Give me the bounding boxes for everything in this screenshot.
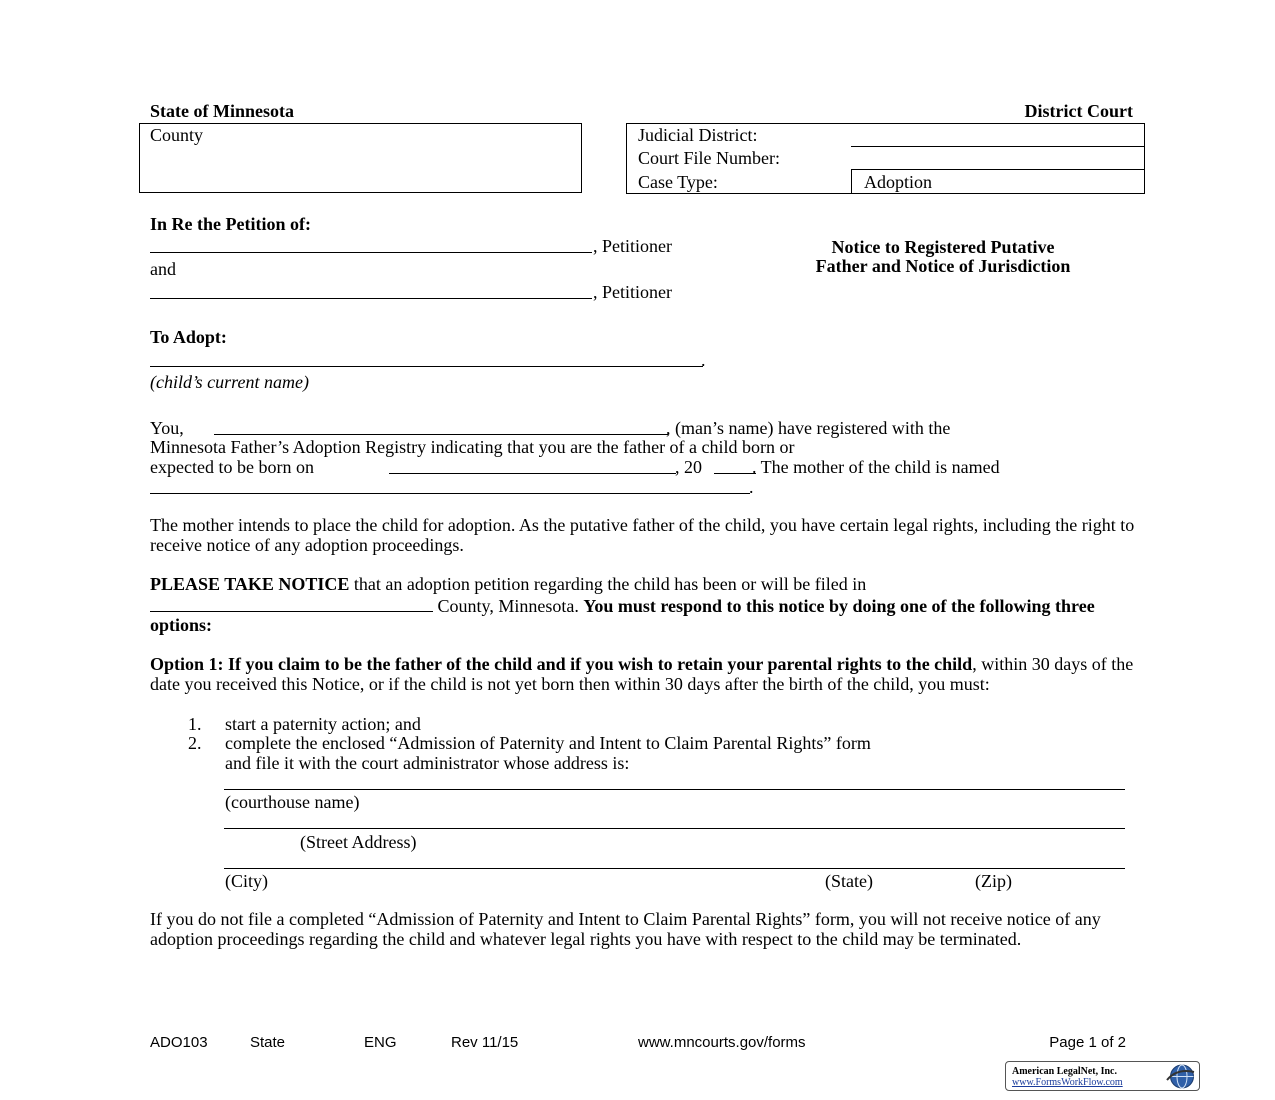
intent-paragraph: The mother intends to place the child for adoption. As the putative father of the child, you have certain legal rights, including the right to receive notice of any adoption proceedings.: [150, 515, 1135, 555]
option-1-text: , within 30 days of the date you received this Notice, or if the child is not yet born then within 30 days after the birth of the child, you must:: [150, 654, 1134, 694]
judicial-district-field[interactable]: [851, 146, 1145, 147]
item-2-number: 2.: [188, 733, 202, 753]
form-title-line2: Father and Notice of Jurisdiction: [815, 256, 1071, 276]
legalnet-badge[interactable]: [1005, 1061, 1200, 1091]
birth-year-blank[interactable]: [714, 473, 756, 474]
footer-revision: Rev 11/15: [451, 1034, 519, 1051]
footer-scope: State: [250, 1034, 286, 1051]
county-box: [139, 123, 582, 193]
case-type-value: Adoption: [864, 172, 933, 192]
case-type-label: Case Type:: [638, 172, 718, 192]
state-label: (State): [825, 871, 873, 891]
to-adopt-heading: To Adopt:: [150, 327, 227, 347]
notice-text-b: County, Minnesota.: [433, 595, 584, 616]
street-line[interactable]: [224, 828, 1125, 829]
mother-named-text: . The mother of the child is named: [752, 457, 1000, 477]
you-label: You,: [150, 418, 184, 438]
case-type-divider: [851, 169, 852, 194]
mans-name-blank[interactable]: [214, 434, 668, 435]
notice-bold-2: You must respond to this notice by doing one of the following three options:: [150, 595, 1095, 636]
item-2-text-line1: complete the enclosed “Admission of Paternity and Intent to Claim Parental Rights” form: [225, 733, 871, 753]
child-name-period: .: [701, 350, 706, 370]
footer-language: ENG: [364, 1034, 397, 1051]
birth-date-blank[interactable]: [389, 473, 676, 474]
notice-paragraph: [150, 575, 1140, 636]
mother-name-period: .: [749, 477, 754, 497]
city-label: (City): [225, 871, 268, 891]
petitioner-1-blank[interactable]: [150, 252, 592, 253]
and-label: and: [150, 259, 176, 279]
county-label: County: [150, 125, 204, 145]
warning-paragraph: If you do not file a completed “Admission of Paternity and Intent to Claim Parental Rights” form, you will not receive notice of any adoption proceedings regarding the child and whatever legal rights you have with respect to the child may be terminated.: [150, 909, 1101, 949]
registry-text: Minnesota Father’s Adoption Registry indicating that you are the father of a child born or: [150, 437, 795, 457]
petitioner-2-blank[interactable]: [150, 298, 592, 299]
footer-page-number: Page 1 of 2: [1049, 1034, 1126, 1051]
notice-text-a: that an adoption petition regarding the child has been or will be filed in: [349, 574, 867, 594]
mother-name-blank[interactable]: [150, 493, 750, 494]
street-label: (Street Address): [300, 832, 417, 852]
child-name-blank[interactable]: [150, 366, 703, 367]
county-blank[interactable]: [150, 595, 433, 612]
court-file-number-field[interactable]: [851, 169, 1145, 170]
notice-bold: PLEASE TAKE NOTICE: [150, 574, 350, 594]
form-title-line1: Notice to Registered Putative: [831, 237, 1055, 257]
badge-company: American LegalNet, Inc.: [1012, 1066, 1117, 1077]
item-1-number: 1.: [188, 714, 202, 734]
court-heading: District Court: [1024, 101, 1133, 121]
child-name-label: (child’s current name): [150, 372, 309, 392]
case-info-box: [626, 123, 1145, 194]
born-on-label: expected to be born on: [150, 457, 314, 477]
option-1-bold: Option 1: If you claim to be the father of the child and if you wish to retain your parental rights to the child: [150, 654, 973, 674]
item-1-text: start a paternity action; and: [225, 714, 421, 734]
courthouse-label: (courthouse name): [225, 792, 360, 812]
judicial-district-label: Judicial District:: [638, 125, 758, 145]
item-2-text-line2: and file it with the court administrator whose address is:: [225, 753, 630, 773]
badge-url[interactable]: www.FormsWorkFlow.com: [1012, 1077, 1123, 1088]
footer-url[interactable]: www.mncourts.gov/forms: [638, 1034, 806, 1051]
in-re-heading: In Re the Petition of:: [150, 214, 311, 234]
court-file-number-label: Court File Number:: [638, 148, 780, 168]
option-1-paragraph: [150, 655, 1140, 694]
year-prefix: , 20: [675, 457, 702, 477]
petitioner-1-label: , Petitioner: [593, 236, 672, 256]
zip-label: (Zip): [975, 871, 1012, 891]
city-state-zip-line[interactable]: [224, 868, 1125, 869]
courthouse-line[interactable]: [224, 789, 1125, 790]
footer-form-number: ADO103: [150, 1034, 208, 1051]
state-heading: State of Minnesota: [150, 101, 294, 121]
mans-name-text: , (man’s name) have registered with the: [666, 418, 951, 438]
petitioner-2-label: , Petitioner: [593, 282, 672, 302]
globe-icon: [1163, 1063, 1197, 1090]
